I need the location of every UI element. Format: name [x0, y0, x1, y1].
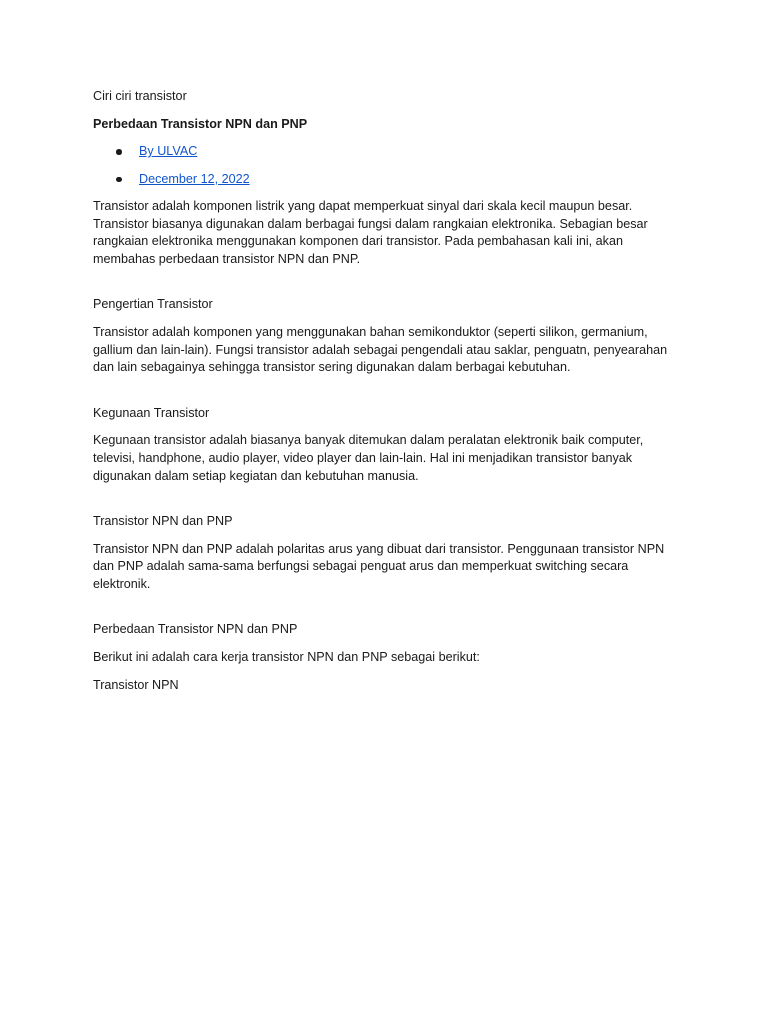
section-body-npn-pnp: Transistor NPN dan PNP adalah polaritas arus yang dibuat dari transistor. Penggunaan transistor NPN dan PNP adalah sama-sama berfungsi sebagai penguat arus dan memperkuat switching secara elektronik. [93, 541, 665, 591]
date-link[interactable]: December 12, 2022 [139, 171, 250, 186]
section-body-pengertian: Transistor adalah komponen yang menggunakan bahan semikonduktor (seperti silikon, germanium, gallium dan lain-lain). Fungsi transistor adalah sebagai pengendali atau saklar, penguatn, penyearahan dan lain sebagainya sehingga transistor sering digunakan dalam berbagai kebutuhan. [93, 324, 668, 375]
last-line: Transistor NPN [93, 677, 179, 692]
meta-list [93, 143, 678, 188]
bullet-icon [116, 177, 122, 183]
top-title: Ciri ciri transistor [93, 89, 187, 103]
section-heading-perbedaan: Perbedaan Transistor NPN dan PNP [93, 622, 298, 637]
intro-paragraph: Transistor adalah komponen listrik yang dapat memperkuat sinyal dari skala kecil maupun besar. Transistor biasanya digunakan dalam berbagai fungsi dalam rangkaian elektronika. Sebagian besar rangkaian elektronika menggunakan komponen dari transistor. Pada pembahasan kali ini, akan membahas perbedaan transistor NPN dan PNP. [93, 198, 648, 266]
section-body-perbedaan: Berikut ini adalah cara kerja transistor NPN dan PNP sebagai berikut: [93, 650, 480, 665]
author-link[interactable]: By ULVAC [139, 144, 198, 159]
section-heading-kegunaan: Kegunaan Transistor [93, 405, 210, 420]
meta-item-date [93, 171, 678, 189]
section-heading-npn-pnp: Transistor NPN dan PNP [93, 514, 233, 529]
meta-item-author [93, 143, 678, 161]
section-heading-pengertian: Pengertian Transistor [93, 297, 213, 312]
section-body-kegunaan: Kegunaan transistor adalah biasanya banyak ditemukan dalam peralatan elektronik baik computer, televisi, handphone, audio player, video player dan lain-lain. Hal ini menjadikan transistor banyak digunakan dalam setiap kegiatan dan kebutuhan manusia. [93, 433, 644, 483]
main-title: Perbedaan Transistor NPN dan PNP [93, 116, 308, 131]
bullet-icon [116, 149, 122, 155]
